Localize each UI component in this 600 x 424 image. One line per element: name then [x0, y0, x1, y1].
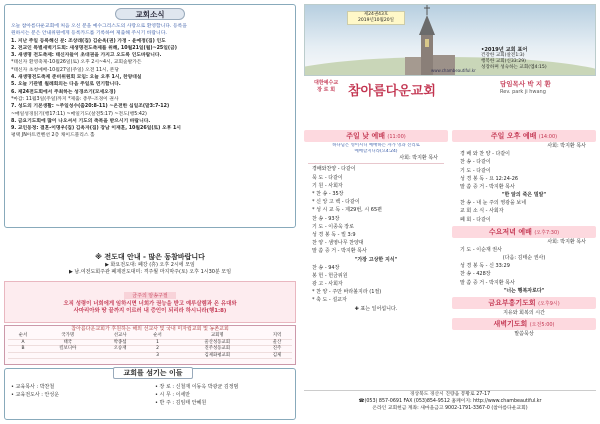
news-item: 8. 금요기도회에 많이 나오셔서 기도의 축복을 받으시기 바랍니다. — [11, 118, 151, 124]
dawn-prayer-title — [452, 318, 596, 330]
sermon-title: "한 알의 죽은 밀알" — [501, 192, 547, 199]
table-cell: 킬보디아 — [38, 346, 98, 353]
table-header: 국가명 — [38, 333, 98, 339]
table-header: 지역 — [262, 333, 292, 339]
order-item: 광 고 - 사회자 — [312, 281, 343, 288]
news-item: 6. 제24전도회에서 주최하는 성경쓰기(모세오경) — [11, 89, 116, 95]
pastor-name-eng: Rev. park ji hwang — [500, 89, 546, 95]
table-cell — [8, 352, 38, 359]
issue-date: 2019년10월20일 — [358, 18, 394, 23]
table-cell: B — [8, 346, 38, 353]
servants-title: 교회를 섬기는 이들 — [113, 367, 193, 379]
church-news-box — [4, 4, 296, 228]
order-item: 교 회 소 식 - 사회자 — [460, 208, 504, 215]
servant-line: • 교육목사 : 박찬철 — [11, 384, 55, 390]
order-item: 기 도 - 이종욱 장로 — [312, 223, 354, 230]
motto-line: 건강한 교회(살전1:3) — [481, 53, 525, 58]
table-cell: 오승재 — [98, 346, 143, 353]
order-item: 말 씀 증 거 - 박지환 목사 — [312, 248, 367, 255]
memory-verse-line: 오직 성령이 너희에게 임하시면 너희가 권능을 받고 예루살렘과 온 유대와 — [63, 301, 237, 307]
order-item: * 성 시 교 독 - 제29번, 시 65편 — [312, 207, 382, 214]
order-item: * 신 앙 고 백 - 다같이 — [312, 199, 360, 206]
service-leader: 사회: 박지환 목사 — [547, 143, 586, 149]
order-item: 찬 송 - 94장 — [312, 264, 340, 271]
order-item: 찬 송 - 428장 — [460, 271, 491, 278]
table-cell: 진주 — [262, 346, 292, 353]
cover-image — [304, 4, 596, 76]
service-title: 금요부흥기도회 — [488, 298, 536, 307]
church-name: 참아름다운교회 — [348, 84, 436, 99]
evangelism-guide — [4, 250, 296, 280]
servant-line: • 장 로 : 신철재 이동옥 박광균 김정범 — [155, 384, 239, 390]
news-item: ~매일성경읽기(행17:11) ~매일기도(살전5:17) ~전도(행5:42) — [11, 111, 147, 117]
order-item: 경 배 와 찬 양 - 다같이 — [460, 151, 510, 158]
service-leader: 사회: 박지환 목사 — [399, 155, 438, 162]
order-item: 기 도 - 이순재 권사 — [460, 247, 502, 254]
news-item: 2. 전교인 특별새벽기도회: 새생명전도축제를 위해, 10월21일(월)~25일(금) — [11, 45, 177, 51]
guide-line: ▶ 남.여전도회주관 폐제전도대미: 격주월 마지막주(토) 오후 1시30분 모임 — [68, 269, 232, 275]
order-item: 기 도 - 다같이 — [460, 167, 491, 174]
footer-account: 온라인 교회헌금 계좌: 새마을금고 9002-1791-3367-0 (참아름다운교회) — [372, 406, 528, 411]
service-title: 수요저녁 예배 — [488, 227, 532, 236]
sermon-title: "너는 행복자로다" — [503, 287, 545, 294]
friday-prayer-line: 지유와 회복의 시간 — [503, 309, 545, 316]
table-cell: 김제화평교회 — [172, 352, 262, 359]
table-cell: 울산성동교회 — [172, 339, 262, 346]
afternoon-service-title — [452, 130, 596, 142]
order-item: 폐 회 - 다같이 — [460, 216, 491, 223]
intro-line: 하나님은 영이시니 예배하는 자가 영과 진리로 — [332, 143, 420, 148]
news-item: 1. 지난 주일 등록해신 분: 조상래(집) 김순옥(권) 가정 - 윤예정(집) 인도 — [11, 38, 166, 44]
service-leader: 사회: 박지환 목사 — [547, 238, 586, 245]
service-title: 새벽기도회 — [493, 319, 528, 328]
intro-line: 예배할지니라(요4:24) — [354, 148, 398, 154]
church-header — [304, 78, 596, 108]
table-cell — [38, 352, 98, 359]
wednesday-service-title — [452, 226, 596, 238]
motto-title: •2019년 교회 표어 — [481, 47, 528, 53]
service-time: (오후7:30) — [534, 229, 560, 236]
table-cell: 진주성동교회 — [172, 346, 262, 353]
other-services — [452, 130, 596, 420]
table-row — [8, 352, 292, 359]
order-item: 찬 양 - 샘영나무 찬양대 — [312, 240, 364, 247]
guide-title: ※ 전도대 안내 - 많은 동참바랍니다 — [95, 253, 205, 261]
order-item: * 찬 양 - 주만 바라볼지라 (1절) — [312, 289, 382, 296]
news-item: 3. 새생명 전도축제: 태신자들이 초대권을 가지고 오도록 인도바랍니다. — [11, 53, 162, 59]
divider — [308, 163, 444, 164]
pastor-name: 담임목사 박 지 환 — [500, 80, 551, 88]
order-item: 찬 송 - 다같이 — [460, 159, 491, 166]
table-cell: A — [8, 339, 38, 346]
right-page — [304, 4, 596, 420]
news-item: 9. 교인동정: 결혼-이명우(집) 김옥자(집) 장남 이재훈, 10월26일(토) 오후 1시 — [11, 126, 181, 132]
news-item: *태신자 환영축제-10월26일(토) 오후 2시~4시, 교회숲발가든 — [11, 60, 142, 66]
morning-service — [304, 130, 448, 420]
stand-note: ✚ 표는 일어섭니다. — [354, 305, 398, 312]
denomination — [314, 80, 338, 94]
table-cell: 박종섭 — [98, 339, 143, 346]
morning-service-title — [304, 130, 448, 142]
left-page — [4, 4, 296, 420]
motto-line: 성장하며 성숙하는 교회(엡4:15) — [481, 65, 547, 70]
order-item: * 찬 송 - 35장 — [312, 191, 344, 197]
guide-line: ▶ 화요전도대: 폐강 (휴) 오후 2시에 모임 — [105, 262, 195, 268]
table-header: 교회명 — [172, 333, 262, 339]
news-item: *태신자 초청예배-10월27일(주일) 오전 11시, 본당 — [11, 67, 119, 73]
denomination-line: 대한예수교 — [314, 80, 339, 86]
table-cell: 김제 — [262, 352, 292, 359]
news-item: 4. 새생명전도축제 준비위원회 모임: 오늘 오후 1시, 찬양대실 — [11, 75, 142, 81]
order-item: * 축 도 - 설교자 — [312, 297, 347, 304]
footer — [304, 390, 596, 420]
table-header: 선교사 — [98, 333, 143, 339]
greeting-line: 오늘 참아름다운교회에 처음 오신 분을 예수그리스도의 사랑으로 환영합니다. 등록을 — [11, 24, 187, 29]
table-cell — [98, 352, 143, 359]
church-motto — [481, 47, 547, 71]
table-header: 순서 — [8, 333, 38, 339]
news-item: 평택 JN아트컨벤션 2층 채이드블리스 홀 — [11, 133, 95, 139]
table-cell: 1 — [143, 339, 173, 346]
missions-title: 참아름다운교회가 후원하는 해외 선교사 및 국내 미자립교회 및 농촌교회 — [71, 326, 229, 332]
dawn-prayer-line: 말씀묵상 — [514, 330, 534, 337]
table-header: 순서 — [143, 333, 173, 339]
order-item: 기 원 - 사회자 — [312, 182, 343, 189]
footer-contact: ☎(053) 857-0691 FAX (053)854-9512 홈페이지: http://www.chambeautiful.kr — [358, 399, 542, 404]
service-time: (오후9시) — [538, 300, 560, 307]
denomination-line: 장 로 회 — [317, 87, 336, 93]
church-news-list — [5, 23, 295, 140]
sermon-title: "가장 고상한 지식" — [354, 256, 398, 263]
table-cell: 2 — [143, 346, 173, 353]
service-time: (오전5:00) — [529, 321, 555, 328]
missions-table — [8, 333, 292, 359]
servant-line: • 교육전도사 : 안성운 — [11, 392, 60, 398]
order-item: 봉 헌 - 헌금위원 — [312, 272, 348, 279]
news-item: 5. 오늘 기관별 월례회의는 다음 주일로 연기합니다. — [11, 82, 121, 88]
missions-box — [4, 325, 296, 365]
servant-line: • 반 주 : 김임태 안혜원 — [155, 400, 207, 406]
issue-number: 제24권43호 — [363, 12, 389, 17]
table-cell: 태국 — [38, 339, 98, 346]
service-time: (11:00) — [387, 134, 406, 140]
servant-line: • 시 무 : 이세만 — [155, 392, 191, 398]
greeting-line: 원하시는 분은 안내위원에게 등록카드를 기록하여 제출해 주시기 바랍니다. — [11, 31, 167, 37]
memory-verse-box — [4, 281, 296, 323]
motto-line: 행복한 교회(신33:29) — [481, 59, 526, 64]
footer-address: 경상북도 경산시 진량읍 봉황로 27-17 — [409, 392, 491, 397]
memory-verse-line: 사마리아와 땅 끝까지 이르러 내 증인이 되리라 하시니라(행1:8) — [73, 308, 227, 314]
table-cell: 3 — [143, 352, 173, 359]
cover-url: www.chambeautiful.kr — [431, 68, 476, 73]
order-item: 성 경 봉 독 - 요 12:24-26 — [460, 175, 519, 182]
order-item: 성 경 봉 독 - 빌 3:9 — [312, 232, 356, 239]
order-item: 찬 송 - 내 눈 주의 영광을 보네 — [460, 200, 527, 207]
service-title: 주일 오후 예배 — [490, 132, 537, 140]
memory-verse-title: 금주의 암송구절 — [124, 292, 175, 299]
order-item: (다음: 김태순 권사) — [502, 255, 546, 262]
table-cell: 울산 — [262, 339, 292, 346]
servants-col — [11, 383, 131, 399]
news-item: 7. 성도의 기본생활: ~주일성수(출20:8-11) ~온전한 십일조(말3:7-12) — [11, 104, 170, 110]
friday-prayer-title — [452, 297, 596, 309]
order-item: 찬 송 - 93장 — [312, 215, 340, 222]
church-news-title: 교회소식 — [115, 8, 185, 20]
service-title: 주일 낮 예배 — [346, 132, 385, 140]
servants-box — [4, 368, 296, 420]
order-item: 경배와찬양 - 다같이 — [312, 166, 356, 173]
servants-col — [155, 383, 295, 407]
service-time: (14:00) — [538, 134, 558, 140]
issue-badge — [347, 11, 405, 25]
order-item: 성 경 봉 독 - 신 33:29 — [460, 263, 510, 270]
order-item: 묵 도 - 다같이 — [312, 174, 343, 181]
news-item: *마감: 11월3일(주일)까지 *제출: 총무-조경이 권사 — [11, 96, 119, 102]
order-item: 말 씀 증 거 - 박지환 목사 — [460, 184, 515, 191]
order-item: 말 씀 증 거 - 박지환 목사 — [460, 279, 515, 286]
